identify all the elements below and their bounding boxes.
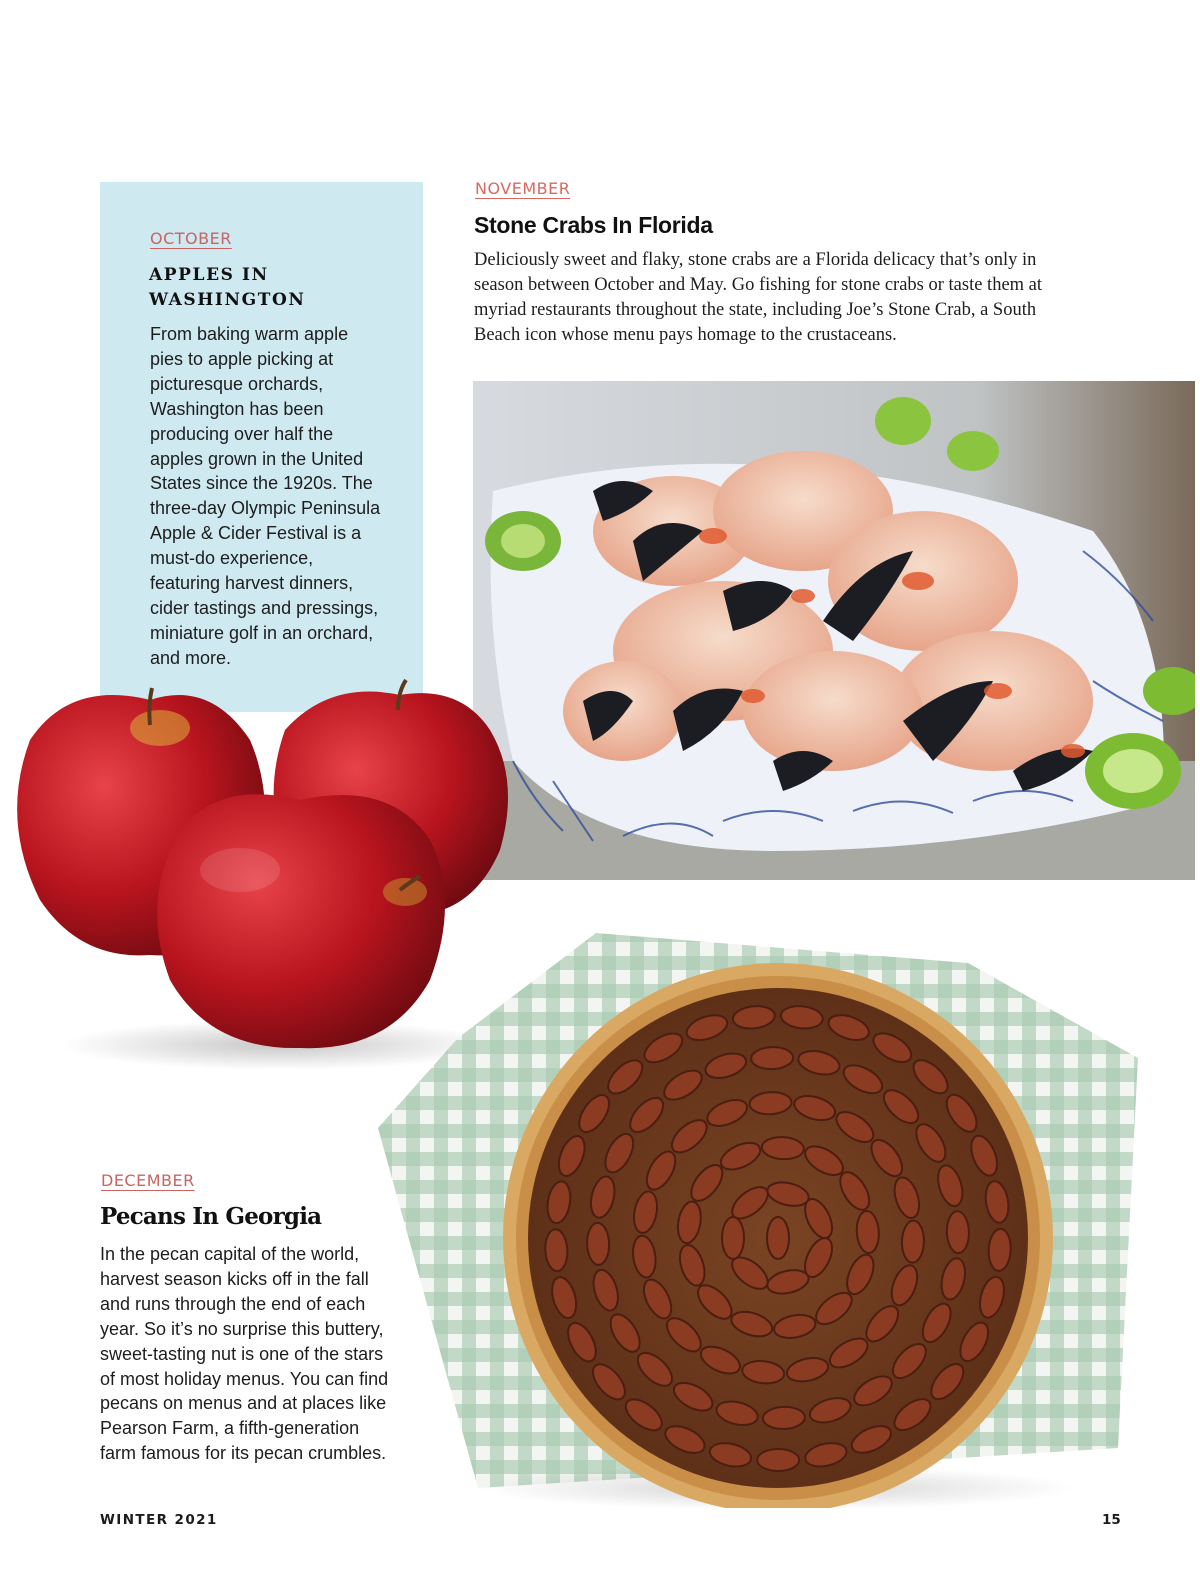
pecan-half bbox=[586, 1223, 609, 1266]
october-heading-line-1: APPLES IN bbox=[149, 265, 269, 285]
stone-crab-illustration bbox=[473, 381, 1195, 880]
footer-issue-label: WINTER 2021 bbox=[100, 1512, 218, 1528]
november-month-label: NOVEMBER bbox=[475, 179, 571, 198]
pecan-half bbox=[757, 1449, 799, 1471]
stone-crab-photo bbox=[473, 381, 1195, 880]
pecan-half bbox=[901, 1220, 924, 1263]
december-heading: Pecans In Georgia bbox=[100, 1203, 322, 1230]
november-heading: Stone Crabs In Florida bbox=[474, 212, 713, 238]
november-body-text: Deliciously sweet and flaky, stone crabs are a Florida delicacy that’s only in season between October and May. Go fishing for stone crabs or taste them at myriad restaurants throughout the state, including Joe’s Stone Crab, a South Beach icon whose menu pays homage to the crustaceans. bbox=[474, 250, 1043, 345]
december-body-text: In the pecan capital of the world, harvest season kicks off in the fall and runs through the end of each year. So it’s no surprise this buttery, sweet-tasting nut is one of the stars of most holiday menus. You can find pecans on menus and at places like Pearson Farm, a fifth-generation farm famous for its pecan crumbles. bbox=[100, 1244, 389, 1464]
pecan-half bbox=[722, 1217, 744, 1259]
pecan-half bbox=[767, 1217, 789, 1259]
pecan-half bbox=[751, 1046, 794, 1069]
october-body-text: From baking warm apple pies to apple picking at picturesque orchards, Washington has been producing over half the apples grown in the United States since the 1920s. The three-day Olympic Peninsula Apple & Cider Festival is a must-do experience, featuring harvest dinners, cider tastings and pressings, miniature golf in an orchard, and more. bbox=[150, 324, 381, 668]
pecan-pie-photo bbox=[378, 928, 1140, 1508]
october-heading-line-2: WASHINGTON bbox=[149, 290, 306, 310]
october-month-label: OCTOBER bbox=[150, 229, 232, 248]
pecan-half bbox=[946, 1211, 969, 1254]
october-heading bbox=[149, 263, 389, 313]
pecan-pie-illustration bbox=[378, 928, 1140, 1508]
december-month-label: DECEMBER bbox=[101, 1171, 195, 1190]
pecan-half bbox=[763, 1406, 806, 1429]
page-number: 15 bbox=[1102, 1512, 1121, 1528]
